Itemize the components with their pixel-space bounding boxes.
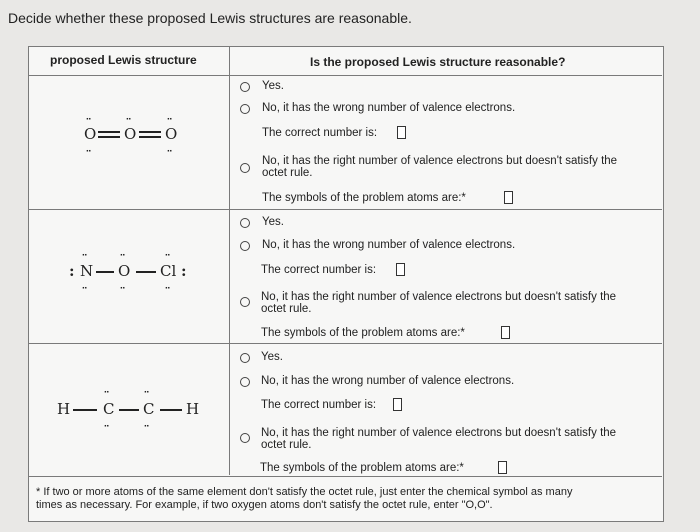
lone-pair: ·· (82, 250, 87, 261)
atom-cl: Cl (160, 262, 177, 280)
lone-pair: ·· (167, 114, 172, 125)
option-octet-1-line1: No, it has the right number of valence electrons but doesn't satisfy the (262, 155, 618, 167)
footnote-line1: If two or more atoms of the same element don't satisfy the octet rule, just enter the chemical symbol as many (43, 486, 573, 498)
option-octet-3-line1: No, it has the right number of valence electrons but doesn't satisfy the (261, 427, 617, 439)
radio-yes-1[interactable] (240, 82, 250, 92)
lone-pair-side: : (181, 262, 187, 280)
lone-pair: ·· (86, 114, 91, 125)
single-bond-1 (96, 271, 114, 273)
lone-pair: ·· (86, 146, 91, 157)
row-divider-2 (28, 343, 662, 344)
radio-wrong-valence-2[interactable] (240, 241, 250, 251)
correct-number-input-2[interactable] (396, 263, 405, 276)
lone-pair-side: : (69, 262, 75, 280)
atom-c-left: C (103, 400, 115, 418)
single-bond-1 (73, 409, 97, 411)
lone-pair: ·· (120, 250, 125, 261)
option-octet-2-line1: No, it has the right number of valence electrons but doesn't satisfy the (261, 291, 617, 303)
row-divider-3 (28, 476, 662, 477)
option-octet-3-line2: octet rule. (261, 439, 312, 451)
radio-octet-2[interactable] (240, 297, 250, 307)
atom-o-center: O (124, 125, 137, 143)
lone-pair: ·· (120, 283, 125, 294)
footnote-star: * (36, 486, 41, 498)
radio-octet-3[interactable] (240, 433, 250, 443)
single-bond-3 (160, 409, 182, 411)
atom-h-left: H (57, 400, 71, 418)
correct-number-label-1: The correct number is: (262, 127, 378, 139)
footnote-line2: times as necessary. For example, if two oxygen atoms don't satisfy the octet rule, enter "O,O". (36, 499, 493, 511)
option-yes-3: Yes. (261, 351, 283, 363)
row-divider-1 (28, 209, 662, 210)
double-bond-1a (98, 131, 120, 133)
double-bond-1b (98, 136, 120, 138)
correct-number-input-1[interactable] (397, 126, 406, 139)
correct-number-label-3: The correct number is: (261, 399, 377, 411)
problem-atoms-input-3[interactable] (498, 461, 507, 474)
problem-atoms-input-1[interactable] (504, 191, 513, 204)
lone-pair: ·· (144, 421, 149, 432)
option-octet-2-line2: octet rule. (261, 303, 312, 315)
lone-pair: ·· (144, 387, 149, 398)
option-yes-1: Yes. (262, 80, 284, 92)
column-divider (229, 46, 230, 475)
lone-pair: ·· (104, 421, 109, 432)
atom-o-left: O (84, 125, 97, 143)
option-octet-1-line2: octet rule. (262, 167, 313, 179)
radio-yes-2[interactable] (240, 218, 250, 228)
header-proposed-structure: proposed Lewis structure (28, 46, 230, 76)
lone-pair: ·· (165, 250, 170, 261)
option-yes-2: Yes. (262, 216, 284, 228)
problem-atoms-input-2[interactable] (501, 326, 510, 339)
correct-number-input-3[interactable] (393, 398, 402, 411)
lone-pair: ·· (126, 114, 131, 125)
atom-h-right: H (186, 400, 200, 418)
lone-pair: ·· (104, 387, 109, 398)
option-wrong-valence-2: No, it has the wrong number of valence electrons. (262, 239, 516, 251)
option-wrong-valence-1: No, it has the wrong number of valence electrons. (262, 102, 516, 114)
single-bond-2 (119, 409, 139, 411)
double-bond-2b (139, 136, 161, 138)
lone-pair: ·· (165, 283, 170, 294)
single-bond-2 (136, 271, 156, 273)
double-bond-2a (139, 131, 161, 133)
lone-pair: ·· (167, 146, 172, 157)
radio-yes-3[interactable] (240, 353, 250, 363)
atom-n: N (80, 262, 94, 280)
option-wrong-valence-3: No, it has the wrong number of valence electrons. (261, 375, 515, 387)
footnote (36, 486, 654, 512)
problem-atoms-label-1: The symbols of the problem atoms are:* (262, 192, 466, 204)
lone-pair: ·· (82, 283, 87, 294)
radio-wrong-valence-1[interactable] (240, 104, 250, 114)
page-title: Decide whether these proposed Lewis structures are reasonable. (8, 10, 412, 26)
radio-wrong-valence-3[interactable] (240, 377, 250, 387)
correct-number-label-2: The correct number is: (261, 264, 377, 276)
problem-atoms-label-3: The symbols of the problem atoms are:* (260, 462, 464, 474)
radio-octet-1[interactable] (240, 163, 250, 173)
header-is-reasonable: Is the proposed Lewis structure reasonable? (230, 46, 662, 76)
atom-c-right: C (143, 400, 155, 418)
atom-o: O (118, 262, 131, 280)
problem-atoms-label-2: The symbols of the problem atoms are:* (261, 327, 465, 339)
atom-o-right: O (165, 125, 178, 143)
